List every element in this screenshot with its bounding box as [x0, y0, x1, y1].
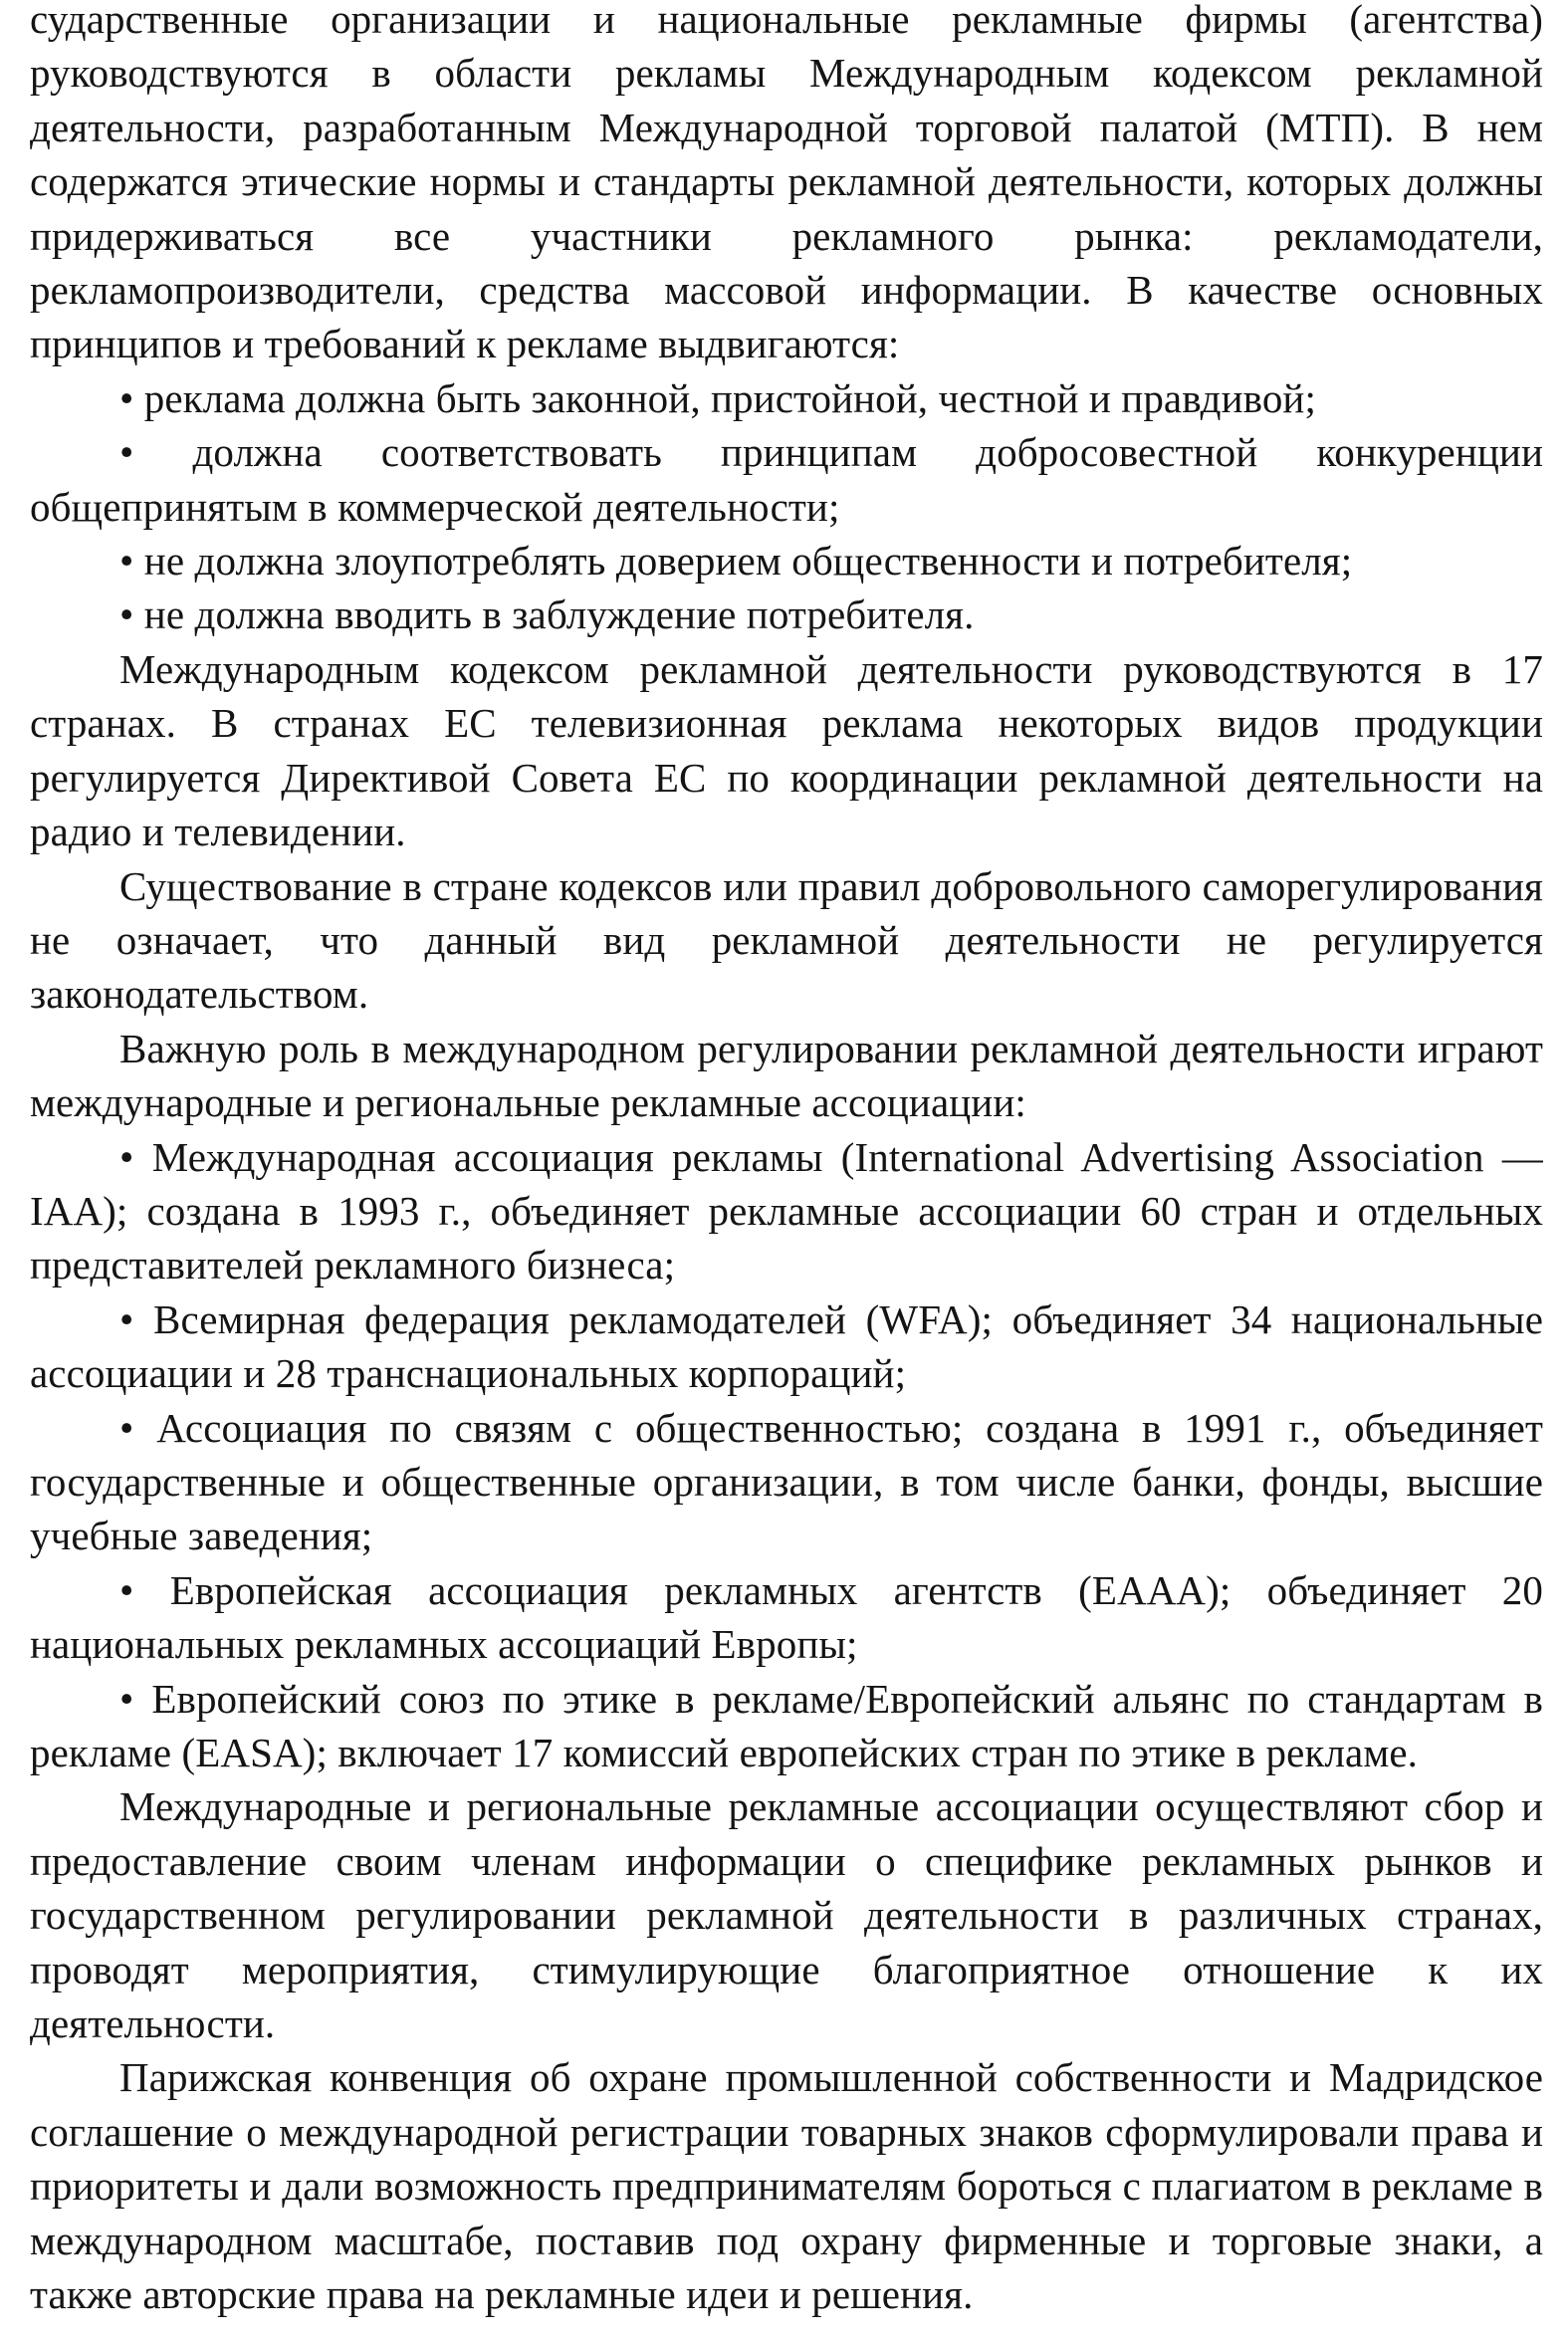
paragraph-continuation: сударственные организации и национальные рекламные фирмы (агентства) руководствуются в области рекламы Международным кодексом рекламной деятельности, разработанным Международной торговой палатой (МТП). В нем содержатся этические нормы и стандарты рекламной деятельности, которых должны придерживаться все участники рекламного рынка: рекламодатели, рекламопроизводители, средства массовой информации. В качестве основных принципов и требований к рекламе выдвигаются: — [30, 0, 1543, 367]
bullet-item: • не должна злоупотреблять доверием общественности и потребителя; — [119, 538, 1353, 585]
bullet-item: • Международная ассоциация рекламы (International Advertising Association — IAA); создана в 1993 г., объединяет рекламные ассоциации 60 стран и отдельных представителей рекламного бизнеса; — [30, 1133, 1543, 1289]
document-page — [30, 0, 1543, 2345]
paragraph: Международные и региональные рекламные ассоциации осуществляют сбор и предоставление своим членам информации о специфике рекламных рынков и государственном регулировании рекламной деятельности в различных странах, проводят мероприятия, стимулирующие благоприятное отношение к их деятельности. — [30, 1783, 1543, 2047]
bullet-item: • не должна вводить в заблуждение потребителя. — [119, 591, 975, 638]
paragraph: Существование в стране кодексов или правил добровольного саморегулирования не означает, что данный вид рекламной деятельности не регулируется законодательством. — [30, 862, 1543, 1018]
bullet-item: • реклама должна быть законной, пристойной, честной и правдивой; — [119, 374, 1316, 421]
paragraph: Международным кодексом рекламной деятельности руководствуются в 17 странах. В странах ЕС телевизионная реклама некоторых видов продукции регулируется Директивой Совета ЕС по координации рекламной деятельности на радио и телевидении. — [30, 645, 1543, 855]
paragraph: Парижская конвенция об охране промышленной собственности и Мадридское соглашение о международной регистрации товарных знаков сформулировали права и приоритеты и дали возможность предпринимателям бороться с плагиатом в рекламе в международном масштабе, поставив под охрану фирменные и торговые знаки, а также авторские права на рекламные идеи и решения. — [30, 2054, 1543, 2318]
bullet-item: • Ассоциация по связям с общественностью; создана в 1991 г., объединяет государственные и общественные организации, в том числе банки, фонды, высшие учебные заведения; — [30, 1404, 1543, 1559]
bullet-item: • Европейская ассоциация рекламных агентств (ЕААА); объединяет 20 национальных рекламных ассоциаций Европы; — [30, 1566, 1543, 1668]
bullet-item: • должна соответствовать принципам добросовестной конкуренции общепринятым в коммерческой деятельности; — [30, 429, 1543, 530]
paragraph: Важную роль в международном регулировании рекламной деятельности играют международные и региональные рекламные ассоциации: — [30, 1025, 1543, 1126]
bullet-item: • Всемирная федерация рекламодателей (WFA); объединяет 34 национальные ассоциации и 28 транснациональных корпораций; — [30, 1295, 1543, 1397]
bullet-item: • Европейский союз по этике в рекламе/Европейский альянс по стандартам в рекламе (EASA); включает 17 комиссий европейских стран по этике в рекламе. — [30, 1675, 1543, 1775]
